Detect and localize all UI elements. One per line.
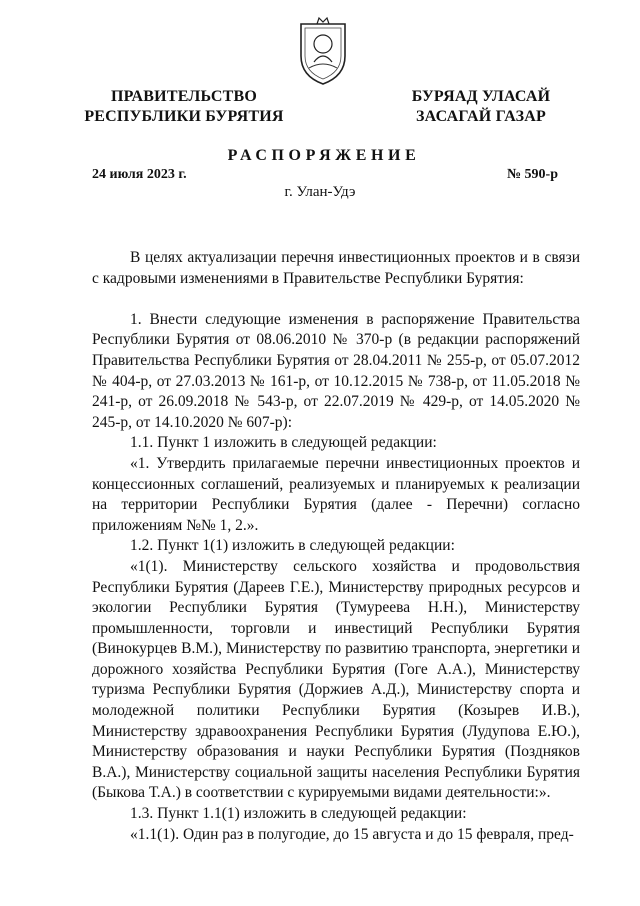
issuer-header-buryat bbox=[361, 87, 601, 127]
paragraph-1-1: 1.1. Пункт 1 изложить в следующей редакции: bbox=[130, 434, 437, 452]
paragraph-1-3-text: «1.1(1). Один раз в полугодие, до 15 августа и до 15 февраля, пред- bbox=[130, 825, 574, 843]
paragraph-1-3: 1.3. Пункт 1.1(1) изложить в следующей редакции: bbox=[130, 805, 467, 823]
paragraph-1: 1. Внести следующие изменения в распоряжение Правительства Республики Бурятия от 08.06.2010 № 370-р (в редакции распоряжений Правительства Республики Бурятия от 28.04.2011 № 255-р, от 05.07.2012 № 404-р, от 27.03.2013 № 161-р, от 10.12.2015 № 738-р, от 11.05.2018 № 241-р, от 26.09.2018 № 543-р, от 22.07.2019 № 429-р, от 14.05.2020 № 245-р, от 14.10.2020 № 607-р): bbox=[92, 310, 580, 431]
issuer-line-2-buryat: ЗАСАГАЙ ГАЗАР bbox=[416, 108, 546, 125]
paragraph-1-2-text: «1(1). Министерству сельского хозяйства и продовольствия Республики Бурятия (Дареев Г.Е.), Министерству природных ресурсов и экологии Республики Бурятия (Тумуреева Н.Н.), Министерству промышленности, торговли и инвестиций Республики Бурятия (Винокурцев В.М.), Министерству по развитию транспорта, энергетики и дорожного хозяйства Республики Бурятия (Гоге А.А.), Министерству туризма Республики Бурятия (Доржиев А.Д.), Министерству спорта и молодежной политики Республики Бурятия (Козырев И.В.), Министерству здравоохранения Республики Бурятия (Лудупова Е.Ю.), Министерству образования и науки Республики Бурятия (Поздняков В.А.), Министерству социальной защиты населения Республики Бурятия (Быкова Т.А.) в соответствии с курируемыми видами деятельности:». bbox=[92, 557, 580, 802]
paragraph-1-2: 1.2. Пункт 1(1) изложить в следующей редакции: bbox=[130, 537, 455, 555]
document-title: РАСПОРЯЖЕНИЕ bbox=[227, 147, 421, 164]
issuer-line-1: ПРАВИТЕЛЬСТВО bbox=[110, 88, 258, 105]
coat-of-arms-icon bbox=[295, 16, 351, 86]
paragraph-preamble: В целях актуализации перечня инвестиционных проектов и в связи с кадровыми изменениями в Правительстве Республики Бурятия: bbox=[92, 249, 580, 287]
document-date: 24 июля 2023 г. bbox=[92, 167, 187, 182]
issuer-line-2: РЕСПУБЛИКИ БУРЯТИЯ bbox=[84, 108, 284, 125]
paragraph-1-1-text: «1. Утвердить прилагаемые перечни инвестиционных проектов и концессионных соглашений, реализуемых и планируемых к реализации на территории Республики Бурятия (далее - Перечни) согласно приложениям №№ 1, 2.». bbox=[92, 454, 580, 534]
issuer-line-1-buryat: БУРЯАД УЛАСАЙ bbox=[411, 88, 551, 105]
issuer-header-russian bbox=[64, 87, 304, 127]
document-body bbox=[92, 248, 580, 845]
document-city: г. Улан-Удэ bbox=[284, 184, 356, 200]
document-number: № 590-р bbox=[506, 167, 558, 182]
